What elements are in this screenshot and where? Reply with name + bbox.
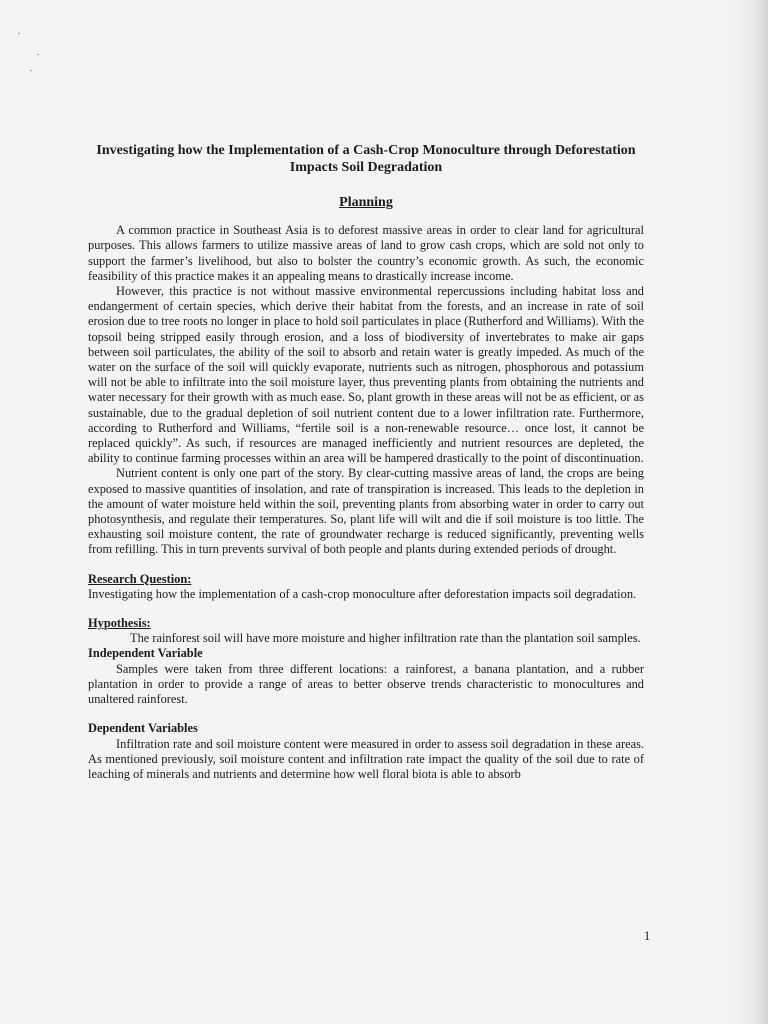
independent-variable-heading: Independent Variable — [88, 646, 203, 661]
dependent-variables-heading: Dependent Variables — [88, 721, 198, 736]
page-number: 1 — [644, 929, 651, 943]
hypothesis-text: The rainforest soil will have more moisture and higher infiltration rate than the plantation soil samples. — [130, 631, 641, 646]
scan-speck — [37, 54, 39, 55]
hypothesis-heading: Hypothesis: — [88, 616, 151, 631]
research-question-text: Investigating how the implementation of a cash-crop monoculture after deforestation impacts soil degradation. — [88, 586, 637, 601]
scan-speck — [18, 33, 20, 34]
paragraph-intro: A common practice in Southeast Asia is to deforest massive areas in order to clear land for agricultural purposes. This allows farmers to utilize massive areas of land to grow cash crops, which are sold not only to support the farmer’s livelihood, but also to bolster the country’s economic growth. As such, the economic feasibility of this practice makes it an appealing means to drastically increase income. — [88, 223, 644, 283]
scan-speck — [30, 70, 32, 71]
dependent-variables-text: Infiltration rate and soil moisture content were measured in order to assess soil degradation in these areas. As mentioned previously, soil moisture content and infiltration rate impact the quality of the soil due to rate of leaching of minerals and nutrients and determine how well floral biota is able to absorb — [88, 736, 644, 781]
document-title: Investigating how the Implementation of a Cash-Crop Monoculture through Deforestation Impacts Soil Degradation — [96, 143, 636, 175]
research-question-heading: Research Question: — [88, 571, 192, 586]
independent-variable-text: Samples were taken from three different locations: a rainforest, a banana plantation, and a rubber plantation in order to provide a range of areas to better observe trends characteristic to monocultures and unaltered rainforest. — [88, 661, 644, 707]
paragraph-nutrient: Nutrient content is only one part of the story. By clear-cutting massive areas of land, the crops are being exposed to massive quantities of insolation, and rate of transpiration is increased. This leads to the depletion in the amount of water moisture held within the soil, preventing plants from absorbing water in order to carry out photosynthesis, and regulate their temperatures. So, plant life will wilt and die if soil moisture is too little. The exhausting soil moisture content, the rate of groundwater recharge is reduced significantly, preventing wells from refilling. This in turn prevents survival of both people and plants during extended periods of drought. — [88, 466, 644, 557]
document-page — [88, 142, 644, 782]
paragraph-repercussions: However, this practice is not without massive environmental repercussions including habitat loss and endangerment of certain species, which derive their habitat from the forests, and an increase in rate of soil erosion due to tree roots no longer in place to hold soil particulates in place (Rutherford and Williams). With the topsoil being stripped easily through erosion, and a loss of biodiversity of invertebrates to make air gaps between soil particulates, the ability of the soil to absorb and retain water is greatly impeded. As much of the water on the surface of the soil will quickly evaporate, nutrients such as nitrogen, phosphorous and potassium will not be able to infiltrate into the soil moisture layer, thus preventing plants from obtaining the nutrients and water necessary for their growth with as much ease. So, plant growth in these areas will not be as efficient, or as sustainable, due to the gradual depletion of soil nutrient content due to a lower infiltration rate. Furthermore, according to Rutherford and Williams, “fertile soil is a non-renewable resource… once lost, it cannot be replaced quickly”. As such, if resources are managed inefficiently and nutrient resources are depleted, the ability to continue farming processes within an area will be hampered drastically to the point of discontinuation. — [88, 284, 644, 466]
planning-heading: Planning — [339, 195, 393, 210]
scan-edge-shadow — [730, 0, 768, 1024]
